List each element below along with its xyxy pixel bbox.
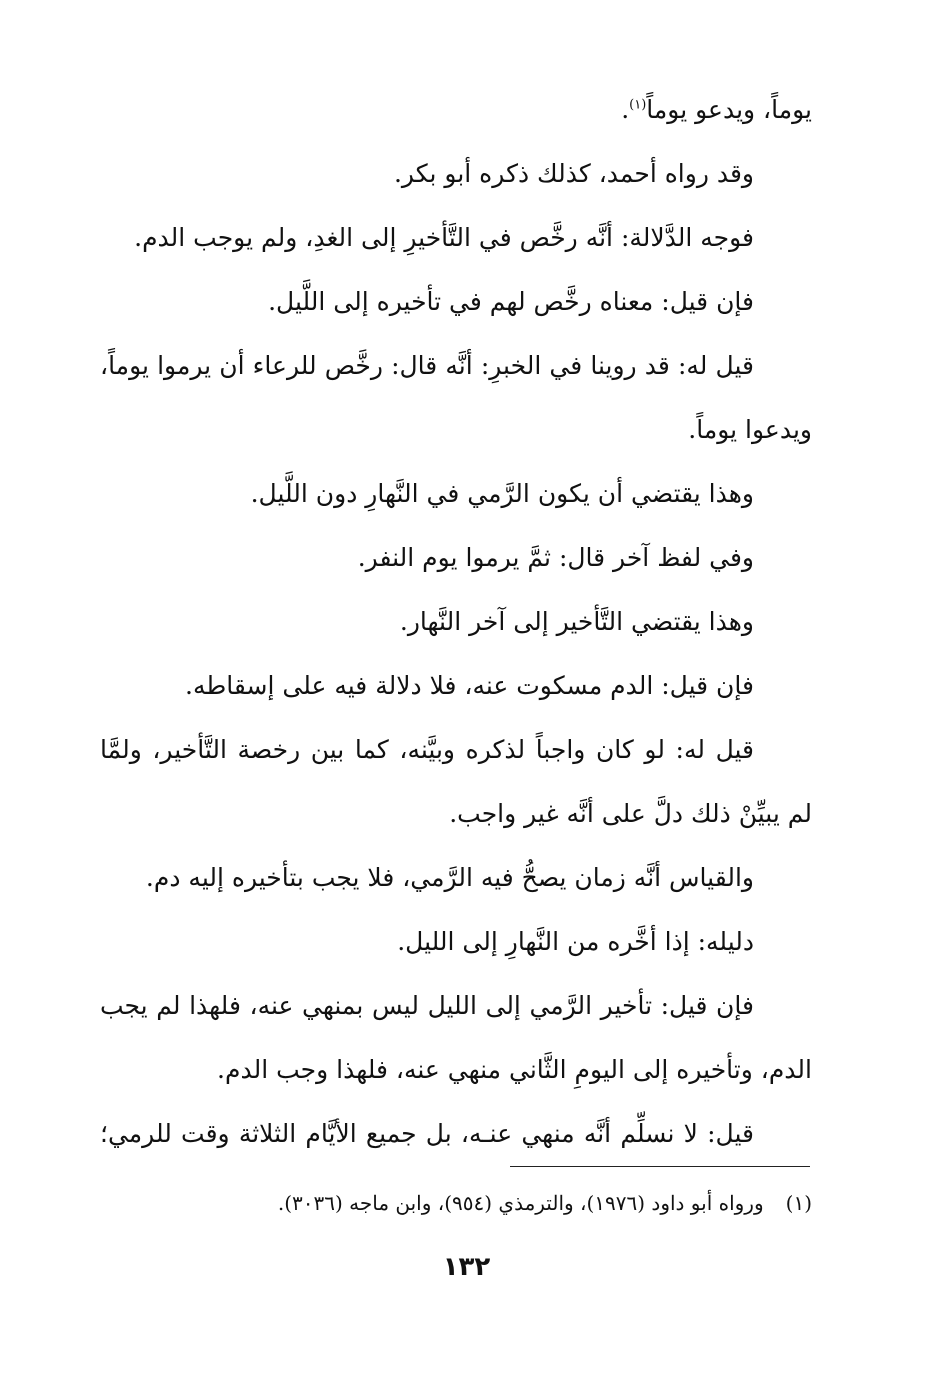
- footnote-text: ورواه أبو داود (١٩٧٦)، والترمذي (٩٥٤)، وابن ماجه (٣٠٣٦).: [277, 1191, 764, 1215]
- line-text: يوماً، ويدعو يوماً: [646, 95, 812, 124]
- line-end-punctuation: .: [621, 95, 630, 124]
- paragraph-line-14: دليله: إذا أخَّره من النَّهارِ إلى الليل.: [397, 927, 754, 956]
- paragraph-line-6: ويدعوا يوماً.: [688, 415, 812, 444]
- paragraph-line-12: لم يبيِّنْ ذلك دلَّ على أنَّه غير واجب.: [449, 799, 812, 828]
- paragraph-line-7: وهذا يقتضي أن يكون الرَّمي في النَّهارِ دون اللَّيل.: [250, 479, 754, 508]
- page-number: ١٣٢: [442, 1252, 491, 1282]
- paragraph-line-13: والقياس أنَّه زمان يصحُّ فيه الرَّمي، فلا يجب بتأخيره إليه دم.: [145, 863, 754, 892]
- paragraph-line-15: فإن قيل: تأخير الرَّمي إلى الليل ليس بمنهي عنه، فلهذا لم يجب: [100, 991, 754, 1020]
- paragraph-line-1: [100, 78, 812, 142]
- footnote: [120, 1185, 812, 1221]
- paragraph-line-16: الدم، وتأخيره إلى اليومِ الثَّاني منهي عنه، فلهذا وجب الدم.: [217, 1055, 812, 1084]
- paragraph-line-9: وهذا يقتضي التَّأخير إلى آخر النَّهار.: [399, 607, 754, 636]
- paragraph-line-11: قيل له: لو كان واجباً لذكره وبيَّنه، كما بين رخصة التَّأخير، ولمَّا: [100, 735, 754, 764]
- paragraph-line-8: وفي لفظ آخر قال: ثمَّ يرموا يوم النفر.: [357, 543, 754, 572]
- footnote-ref: (١): [629, 97, 647, 113]
- paragraph-line-4: فإن قيل: معناه رخَّص لهم في تأخيره إلى اللَّيل.: [268, 287, 754, 316]
- paragraph-line-2: وقد رواه أحمد، كذلك ذكره أبو بكر.: [393, 159, 754, 188]
- paragraph-line-5: قيل له: قد روينا في الخبرِ: أنَّه قال: رخَّص للرعاء أن يرموا يوماً،: [100, 351, 754, 380]
- paragraph-line-3: فوجه الدَّلالة: أنَّه رخَّص في التَّأخيرِ إلى الغدِ، ولم يوجب الدم.: [134, 223, 754, 252]
- paragraph-line-17: قيل: لا نسلِّم أنَّه منهي عنـه، بل جميع الأيَّام الثلاثة وقت للرمي؛: [100, 1119, 754, 1148]
- paragraph-line-10: فإن قيل: الدم مسكوت عنه، فلا دلالة فيه على إسقاطه.: [185, 671, 754, 700]
- body-text: [100, 78, 812, 1166]
- footnote-divider: [510, 1166, 810, 1167]
- footnote-number: (١): [785, 1191, 812, 1215]
